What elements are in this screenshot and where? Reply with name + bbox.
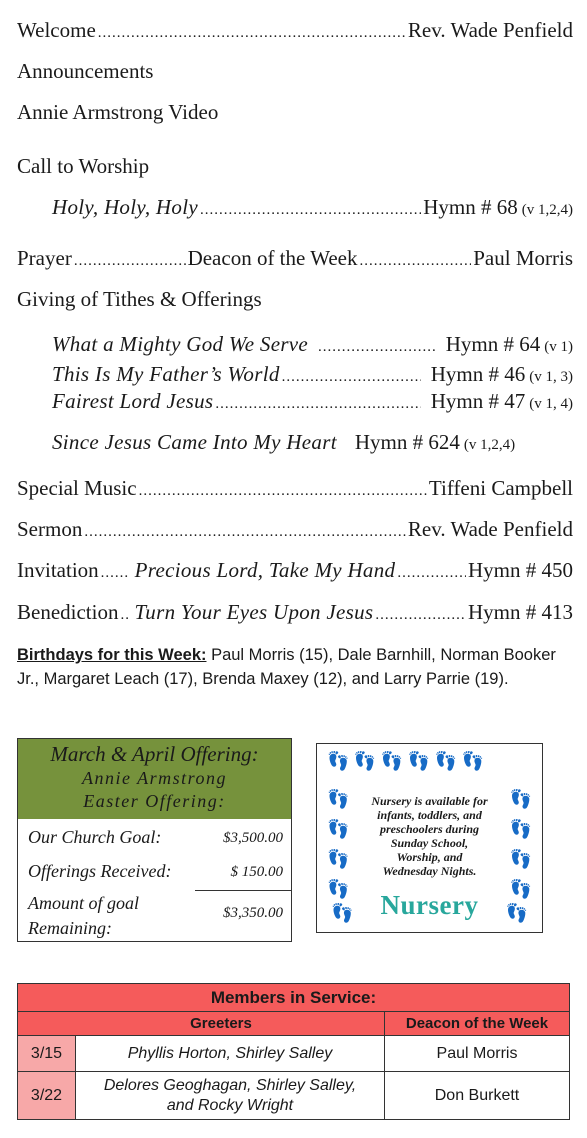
received-label: Offerings Received: [28, 861, 172, 881]
members-title: Members in Service: [18, 984, 570, 1012]
hymn-number: Hymn # 47 [430, 389, 526, 413]
dot-leader [74, 246, 186, 271]
table-row [18, 1072, 570, 1120]
hymn-line [52, 195, 573, 220]
video-label: Annie Armstrong Video [17, 100, 219, 124]
welcome-value: Rev. Wade Penfield [407, 18, 573, 42]
nursery-logo: Nursery [380, 890, 479, 920]
dot-leader [120, 600, 128, 625]
nursery-box [316, 743, 543, 933]
greeters-header: Greeters [18, 1012, 385, 1036]
sermon-label: Sermon [17, 517, 83, 541]
goal-label: Our Church Goal: [28, 827, 162, 847]
service-date: 3/22 [18, 1072, 76, 1120]
sermon-line [17, 517, 573, 542]
invitation-hymn: Hymn # 450 [468, 558, 573, 582]
birthdays-text: Paul Morris (15), Dale Barnhill, Norman Booker Jr., Margaret Leach (17), Brenda Maxey (12), and Larry Parrie (19). [17, 646, 556, 688]
dot-leader [98, 18, 406, 43]
greeters-cell [76, 1072, 385, 1120]
announcements-label: Announcements [17, 59, 154, 83]
offering-subtitle-2: Easter Offering: [83, 791, 226, 811]
footprints-icon: 👣 [505, 903, 528, 923]
benediction-hymn: Hymn # 413 [468, 600, 573, 624]
remaining-value: $3,350.00 [223, 905, 283, 921]
greeters-names: Delores Geoghagan, Shirley Salley, [103, 1076, 357, 1094]
dot-leader [375, 600, 466, 625]
special-music-label: Special Music [17, 476, 137, 500]
hymn-line [52, 362, 573, 387]
prayer-value: Paul Morris [473, 246, 573, 270]
table-row [18, 1036, 570, 1072]
hymn-verses: (v 1) [544, 339, 573, 355]
dot-leader [200, 195, 421, 220]
announcements-line [17, 59, 573, 84]
hymn-number: Hymn # 46 [430, 362, 526, 386]
welcome-line [17, 18, 573, 43]
dot-leader [139, 476, 427, 501]
nursery-text [357, 794, 502, 878]
hymn-title: This Is My Father’s World [52, 362, 280, 386]
nursery-line: Worship, and [396, 850, 463, 864]
sermon-value: Rev. Wade Penfield [407, 517, 573, 541]
footprints-icon: 👣 👣 👣 👣 [509, 789, 532, 899]
call-to-worship-label: Call to Worship [17, 154, 150, 178]
birthdays-label: Birthdays for this Week: [17, 646, 207, 664]
greeters-names: and Rocky Wright [166, 1096, 294, 1114]
offering-title: March & April Offering: [50, 742, 259, 766]
offering-subtitle-1: Annie Armstrong [81, 768, 227, 788]
greeters-cell [76, 1036, 385, 1072]
hymn-title: Holy, Holy, Holy [52, 195, 198, 219]
video-line [17, 100, 573, 125]
offering-box [17, 738, 292, 942]
offering-header [18, 739, 291, 819]
prayer-middle: Deacon of the Week [187, 246, 358, 270]
deacon-cell: Don Burkett [385, 1072, 570, 1120]
members-table [17, 983, 570, 1120]
hymn-line [52, 332, 573, 357]
special-music-value: Tiffeni Campbell [428, 476, 573, 500]
goal-value: $3,500.00 [223, 830, 283, 846]
footprints-icon: 👣 [331, 903, 354, 923]
giving-label: Giving of Tithes & Offerings [17, 287, 262, 311]
hymn-title: Fairest Lord Jesus [52, 389, 214, 413]
deacon-cell: Paul Morris [385, 1036, 570, 1072]
dot-leader [318, 332, 436, 357]
received-value: $ 150.00 [230, 864, 283, 880]
nursery-line: preschoolers during [379, 822, 480, 836]
invitation-title: Precious Lord, Take My Hand [134, 558, 396, 582]
nursery-line: infants, toddlers, and [377, 808, 482, 822]
benediction-line [17, 600, 573, 625]
welcome-label: Welcome [17, 18, 96, 42]
hymn-line [52, 389, 573, 414]
total-rule [195, 890, 291, 891]
dot-leader [397, 558, 466, 583]
benediction-title: Turn Your Eyes Upon Jesus [134, 600, 374, 624]
nursery-line: Sunday School, [390, 836, 469, 850]
hymn-verses: (v 1,2,4) [521, 202, 573, 218]
invitation-line [17, 558, 573, 583]
benediction-label: Benediction [17, 600, 119, 624]
remaining-label-line-1: Amount of goal [28, 893, 139, 913]
call-to-worship-line [17, 154, 573, 179]
dot-leader [84, 517, 406, 542]
nursery-line: Wednesday Nights. [382, 864, 477, 878]
prayer-label: Prayer [17, 246, 72, 270]
hymn-number: Hymn # 68 [423, 195, 518, 219]
footprints-icon: 👣 👣 👣 👣 [327, 789, 350, 899]
hymn-title: Since Jesus Came Into My Heart [52, 430, 337, 454]
greeters-names: Phyllis Horton, Shirley Salley [127, 1044, 333, 1062]
dot-leader [215, 389, 420, 414]
service-date: 3/15 [18, 1036, 76, 1072]
hymn-verses: (v 1,2,4) [463, 437, 516, 453]
nursery-line: Nursery is available for [371, 794, 488, 808]
dot-leader [282, 362, 421, 387]
hymn-verses: (v 1, 4) [529, 396, 573, 412]
birthdays-paragraph [17, 643, 567, 691]
dot-leader [360, 246, 472, 271]
hymn-line [52, 430, 573, 455]
dot-leader [101, 558, 129, 583]
prayer-line [17, 246, 573, 271]
hymn-number: Hymn # 64 [445, 332, 541, 356]
hymn-title: What a Mighty God We Serve [52, 332, 309, 356]
remaining-label [28, 891, 139, 941]
deacon-header: Deacon of the Week [385, 1012, 570, 1036]
giving-line [17, 287, 573, 312]
invitation-label: Invitation [17, 558, 99, 582]
hymn-verses: (v 1, 3) [529, 369, 573, 385]
special-music-line [17, 476, 573, 501]
footprints-icon: 👣 👣 👣 👣 👣 👣 [327, 751, 485, 771]
hymn-number: Hymn # 624 [354, 430, 460, 454]
remaining-label-line-2: Remaining: [28, 918, 112, 938]
